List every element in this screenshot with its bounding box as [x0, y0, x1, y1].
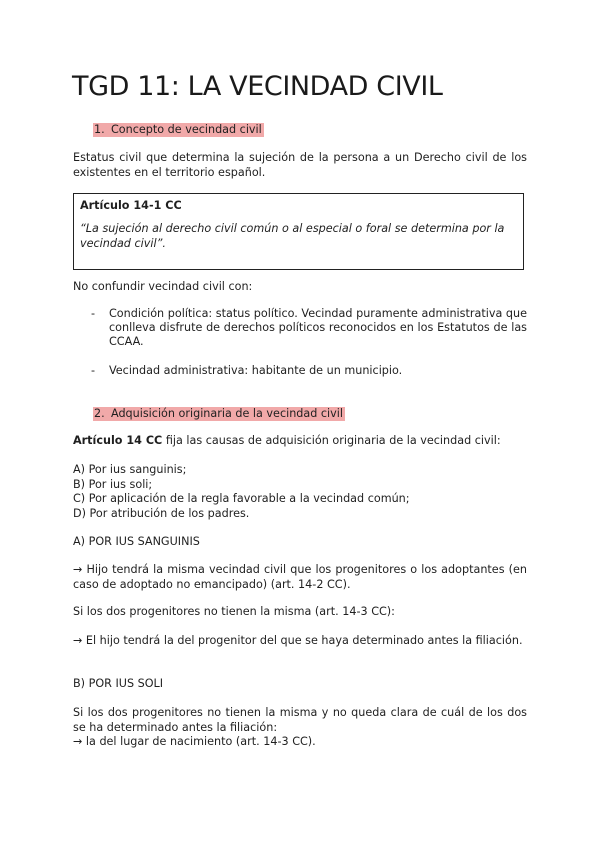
subsection-b-condition: Si los dos progenitores no tienen la misma y no queda clara de cuál de los dos se ha determinado antes la filiación: — [73, 706, 527, 734]
subsection-b-heading: B) POR IUS SOLI — [73, 677, 164, 690]
section-1-highlight — [93, 123, 264, 137]
section-2-heading — [93, 406, 345, 421]
causes-list — [73, 463, 527, 521]
subsection-b-rule: → la del lugar de nacimiento (art. 14-3 CC). — [73, 735, 316, 748]
section-1-number: 1. — [94, 123, 105, 136]
section-2-lead-text: fija las causas de adquisición originaria de la vecindad civil: — [162, 434, 501, 447]
cause-item: A) Por ius sanguinis; — [73, 463, 187, 476]
bullet-text: Vecindad administrativa: habitante de un municipio. — [109, 364, 403, 377]
bullet-text: Condición política: status político. Vecindad puramente administrativa que conlleva disfrute de derechos políticos reconocidos en los Estatutos de las CCAA. — [109, 307, 527, 348]
section-2-title: Adquisición originaria de la vecindad civil — [111, 407, 343, 420]
cause-item: D) Por atribución de los padres. — [73, 506, 250, 520]
article-reference: Artículo 14 CC — [73, 434, 163, 447]
section-2-number: 2. — [94, 407, 105, 420]
list-item — [91, 307, 527, 349]
bullet-dash: - — [91, 307, 96, 320]
section-1-intro: No confundir vecindad civil con: — [73, 280, 253, 293]
section-2-highlight — [93, 407, 345, 421]
section-1-paragraph: Estatus civil que determina la sujeción de la persona a un Derecho civil de los existentes en el territorio español. — [73, 151, 527, 179]
page-title: TGD 11: LA VECINDAD CIVIL — [72, 71, 443, 102]
subsection-a-heading: A) POR IUS SANGUINIS — [73, 535, 200, 548]
article-box — [73, 193, 524, 270]
subsection-a-rule-1: → Hijo tendrá la misma vecindad civil que los progenitores o los adoptantes (en caso de adoptado no emancipado) (art. 14-2 CC). — [73, 563, 527, 591]
article-box-title: Artículo 14-1 CC — [80, 199, 182, 212]
bullet-dash: - — [91, 364, 96, 377]
article-box-quote — [80, 221, 517, 251]
cause-item: B) Por ius soli; — [73, 477, 153, 491]
section-1-title: Concepto de vecindad civil — [111, 123, 262, 136]
subsection-a-condition: Si los dos progenitores no tienen la misma (art. 14-3 CC): — [73, 605, 395, 618]
section-1-heading — [93, 122, 264, 137]
article-quote-text: “La sujeción al derecho civil común o al especial o foral se determina por la vecindad civil”. — [80, 222, 505, 250]
list-item — [91, 364, 527, 378]
cause-item: C) Por aplicación de la regla favorable a la vecindad común; — [73, 492, 410, 505]
subsection-a-rule-2: → El hijo tendrá la del progenitor del que se haya determinado antes la filiación. — [73, 634, 523, 647]
section-2-lead — [73, 434, 527, 449]
